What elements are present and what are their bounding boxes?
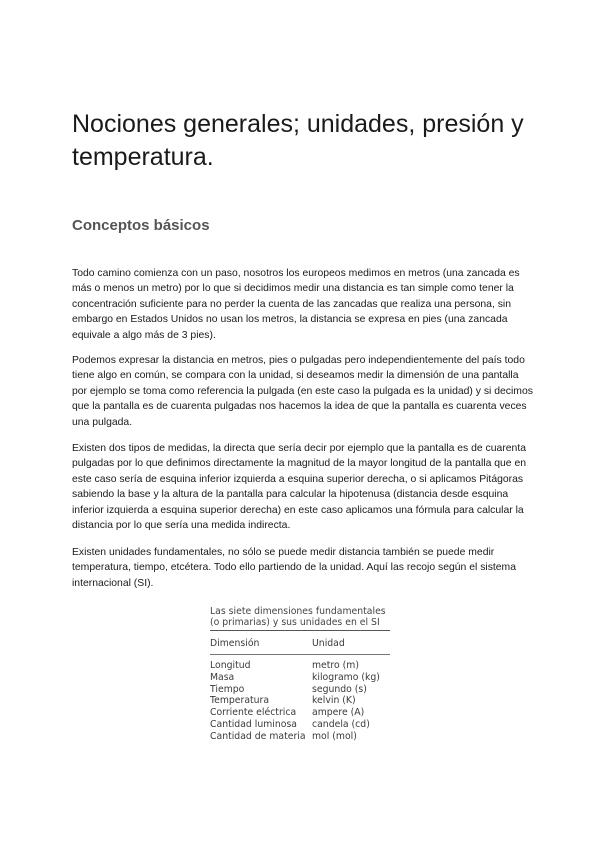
table-body xyxy=(210,655,390,743)
cell-dimension: Tiempo xyxy=(210,683,245,695)
cell-dimension: Temperatura xyxy=(210,695,270,707)
paragraph: Todo camino comienza con un paso, nosotros los europeos medimos en metros (una zancada es más o menos un metro) por lo que si decidimos medir una distancia es tan simple como tener la concentración suficiente para no perder la cuenta de las zancadas que realiza una persona, sin embargo en Estados Unidos no usan los metros, la distancia se expresa en pies (una zancada equivale a algo más de 3 pies). xyxy=(72,268,520,341)
paragraph: Podemos expresar la distancia en metros, pies o pulgadas pero independientemente del país todo tiene algo en común, se compara con la unidad, si deseamos medir la dimensión de una pantalla por ejemplo se toma como referencia la pulgada (en este caso la pulgada es la unidad) y si decimos que la pantalla es de cuarenta pulgadas nos hacemos la idea de que la pantalla es cuarenta veces una pulgada. xyxy=(72,355,533,428)
table-row xyxy=(210,672,390,684)
section-subtitle: Conceptos básicos xyxy=(72,217,210,234)
page-title: Nociones generales; unidades, presión y temperatura. xyxy=(72,110,524,171)
cell-dimension: Masa xyxy=(210,671,235,683)
table-row xyxy=(210,719,390,731)
cell-dimension: Cantidad de materia xyxy=(210,730,306,742)
cell-unit: ampere (A) xyxy=(312,707,365,719)
header-unit: Unidad xyxy=(312,638,345,649)
cell-unit: candela (cd) xyxy=(312,718,370,730)
cell-dimension: Cantidad luminosa xyxy=(210,718,297,730)
table-row xyxy=(210,695,390,707)
table-row xyxy=(210,731,390,743)
cell-unit: segundo (s) xyxy=(312,683,367,695)
paragraph: Existen dos tipos de medidas, la directa que sería decir por ejemplo que la pantalla es de cuarenta pulgadas por lo que definimos directamente la magnitud de la mayor longitud de la pantalla que en este caso sería de esquina inferior izquierda a esquina superior derecha, o si aplicamos Pitágoras sabiendo la base y la altura de la pantalla para calcular la hipotenusa (distancia desde esquina inferior izquierda a esquina superior derecha) en este caso aplicamos una fórmula para calcular la distancia por lo que sería una medida indirecta. xyxy=(72,443,527,532)
si-units-table-image xyxy=(210,606,390,743)
cell-unit: kelvin (K) xyxy=(312,695,356,707)
cell-unit: mol (mol) xyxy=(312,730,357,742)
paragraph: Existen unidades fundamentales, no sólo se puede medir distancia también se puede medir temperatura, tiempo, etcétera. Todo ello partiendo de la unidad. Aquí las recojo según el sistema internacional (SI). xyxy=(72,547,516,589)
table-row xyxy=(210,660,390,672)
cell-unit: metro (m) xyxy=(312,660,359,671)
header-dimension: Dimensión xyxy=(210,638,260,649)
table-row xyxy=(210,707,390,719)
table-header-row xyxy=(210,631,390,655)
cell-dimension: Longitud xyxy=(210,660,251,671)
table-caption: Las siete dimensiones fundamentales (o primarias) y sus unidades en el SI xyxy=(210,606,390,631)
cell-unit: kilogramo (kg) xyxy=(312,671,380,683)
table-row xyxy=(210,684,390,696)
cell-dimension: Corriente eléctrica xyxy=(210,707,297,719)
